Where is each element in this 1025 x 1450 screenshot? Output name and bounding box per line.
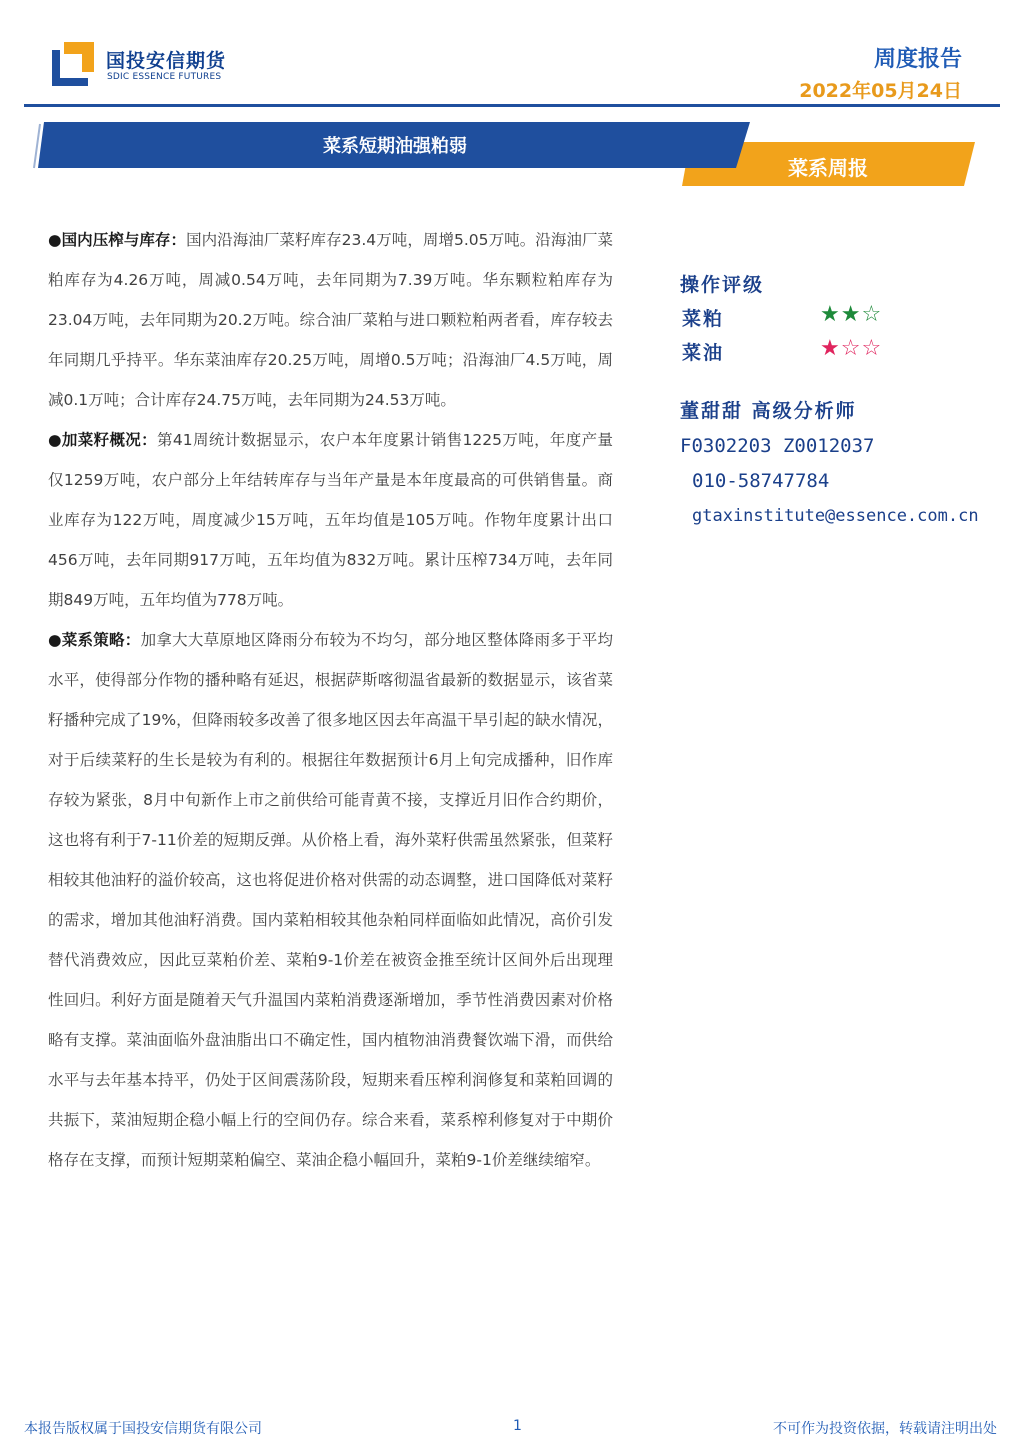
page-number: 1	[513, 1418, 522, 1434]
report-body	[48, 220, 613, 1180]
report-type: 周度报告	[873, 47, 962, 72]
paragraph-canola-overview	[48, 420, 613, 620]
footer-copyright: 本报告版权属于国投安信期货有限公司	[24, 1421, 262, 1437]
rating-name: 菜粕	[682, 308, 725, 330]
phone-number: 010-58747784	[692, 470, 830, 492]
logo-name-cn: 国投安信期货	[106, 50, 227, 72]
paragraph-text: 加拿大大草原地区降雨分布较为不均匀，部分地区整体降雨多于平均水平，使得部分作物的播种略有延迟，根据萨斯喀彻温省最新的数据显示，该省菜籽播种完成了19%，但降雨较多改善了很多地区因去年高温干旱引起的缺水情况，对于后续菜籽的生长是较为有利的。根据往年数据预计6月上旬完成播种，旧作库存较为紧张，8月中旬新作上市之前供给可能青黄不接，支撑近月旧作合约期价，这也将有利于7-11价差的短期反弹。从价格上看，海外菜籽供需虽然紧张，但菜籽相较其他油籽的溢价较高，这也将促进价格对供需的动态调整，进口国降低对菜籽的需求，增加其他油籽消费。国内菜粕相较其他杂粕同样面临如此情况，高价引发替代消费效应，因此豆菜粕价差、菜粕9-1价差在被资金推至统计区间外后出现理性回归。利好方面是随着天气升温国内菜粕消费逐渐增加，季节性消费因素对价格略有支撑。菜油面临外盘油脂出口不确定性，国内植物油消费餐饮端下滑，而供给水平与去年基本持平，仍处于区间震荡阶段，短期来看压榨利润修复和菜粕回调的共振下，菜油短期企稳小幅上行的空间仍存。综合来看，菜系榨利修复对于中期价格存在支撑，而预计短期菜粕偏空、菜油企稳小幅回升，菜粕9-1价差继续缩窄。	[48, 631, 613, 1169]
paragraph-text: 第41周统计数据显示，农户本年度累计销售1225万吨，年度产量仅1259万吨，农户部分上年结转库存与当年产量是本年度最高的可供销售量。商业库存为122万吨，周度减少15万吨，五年均值是105万吨。作物年度累计出口456万吨，去年同期917万吨，五年均值为832万吨。累计压榨734万吨，去年同期849万吨，五年均值为778万吨。	[48, 431, 613, 609]
star-rating-icon: ★★☆	[820, 302, 883, 327]
sidebar	[680, 270, 1020, 534]
analyst-name: 董甜甜 高级分析师	[680, 400, 857, 422]
star-rating-icon: ★☆☆	[820, 336, 883, 361]
report-date: 2022年05月24日	[799, 80, 962, 102]
report-category-tag: 菜系周报	[788, 156, 868, 180]
report-title: 菜系短期油强粕弱	[323, 136, 467, 157]
rating-title: 操作评级	[680, 274, 765, 296]
analyst-contact	[680, 429, 1020, 534]
license-number: F0302203 Z0012037	[680, 435, 875, 457]
paragraph-crush-inventory	[48, 220, 613, 420]
paragraph-strategy	[48, 620, 613, 1180]
paragraph-text: 国内沿海油厂菜籽库存23.4万吨，周增5.05万吨。沿海油厂菜粕库存为4.26万吨，周减0.54万吨，去年同期为7.39万吨。华东颗粒粕库存为23.04万吨，去年同期为20.2万吨。综合油厂菜粕与进口颗粒粕两者看，库存较去年同期几乎持平。华东菜油库存20.25万吨，周增0.5万吨；沿海油厂4.5万吨，周减0.1万吨；合计库存24.75万吨，去年同期为24.53万吨。	[48, 231, 613, 409]
paragraph-heading: ●国内压榨与库存：	[48, 231, 187, 249]
rating-row-oil	[680, 338, 1020, 372]
footer-disclaimer: 不可作为投资依据，转载请注明出处	[773, 1421, 997, 1437]
logo-name-en: SDIC ESSENCE FUTURES	[107, 72, 222, 82]
rating-name: 菜油	[682, 342, 725, 364]
email-link[interactable]: gtaxinstitute@essence.com.cn	[692, 506, 979, 526]
paragraph-heading: ●菜系策略：	[48, 631, 141, 649]
paragraph-heading: ●加菜籽概况：	[48, 431, 158, 449]
rating-row-meal	[680, 304, 1020, 338]
